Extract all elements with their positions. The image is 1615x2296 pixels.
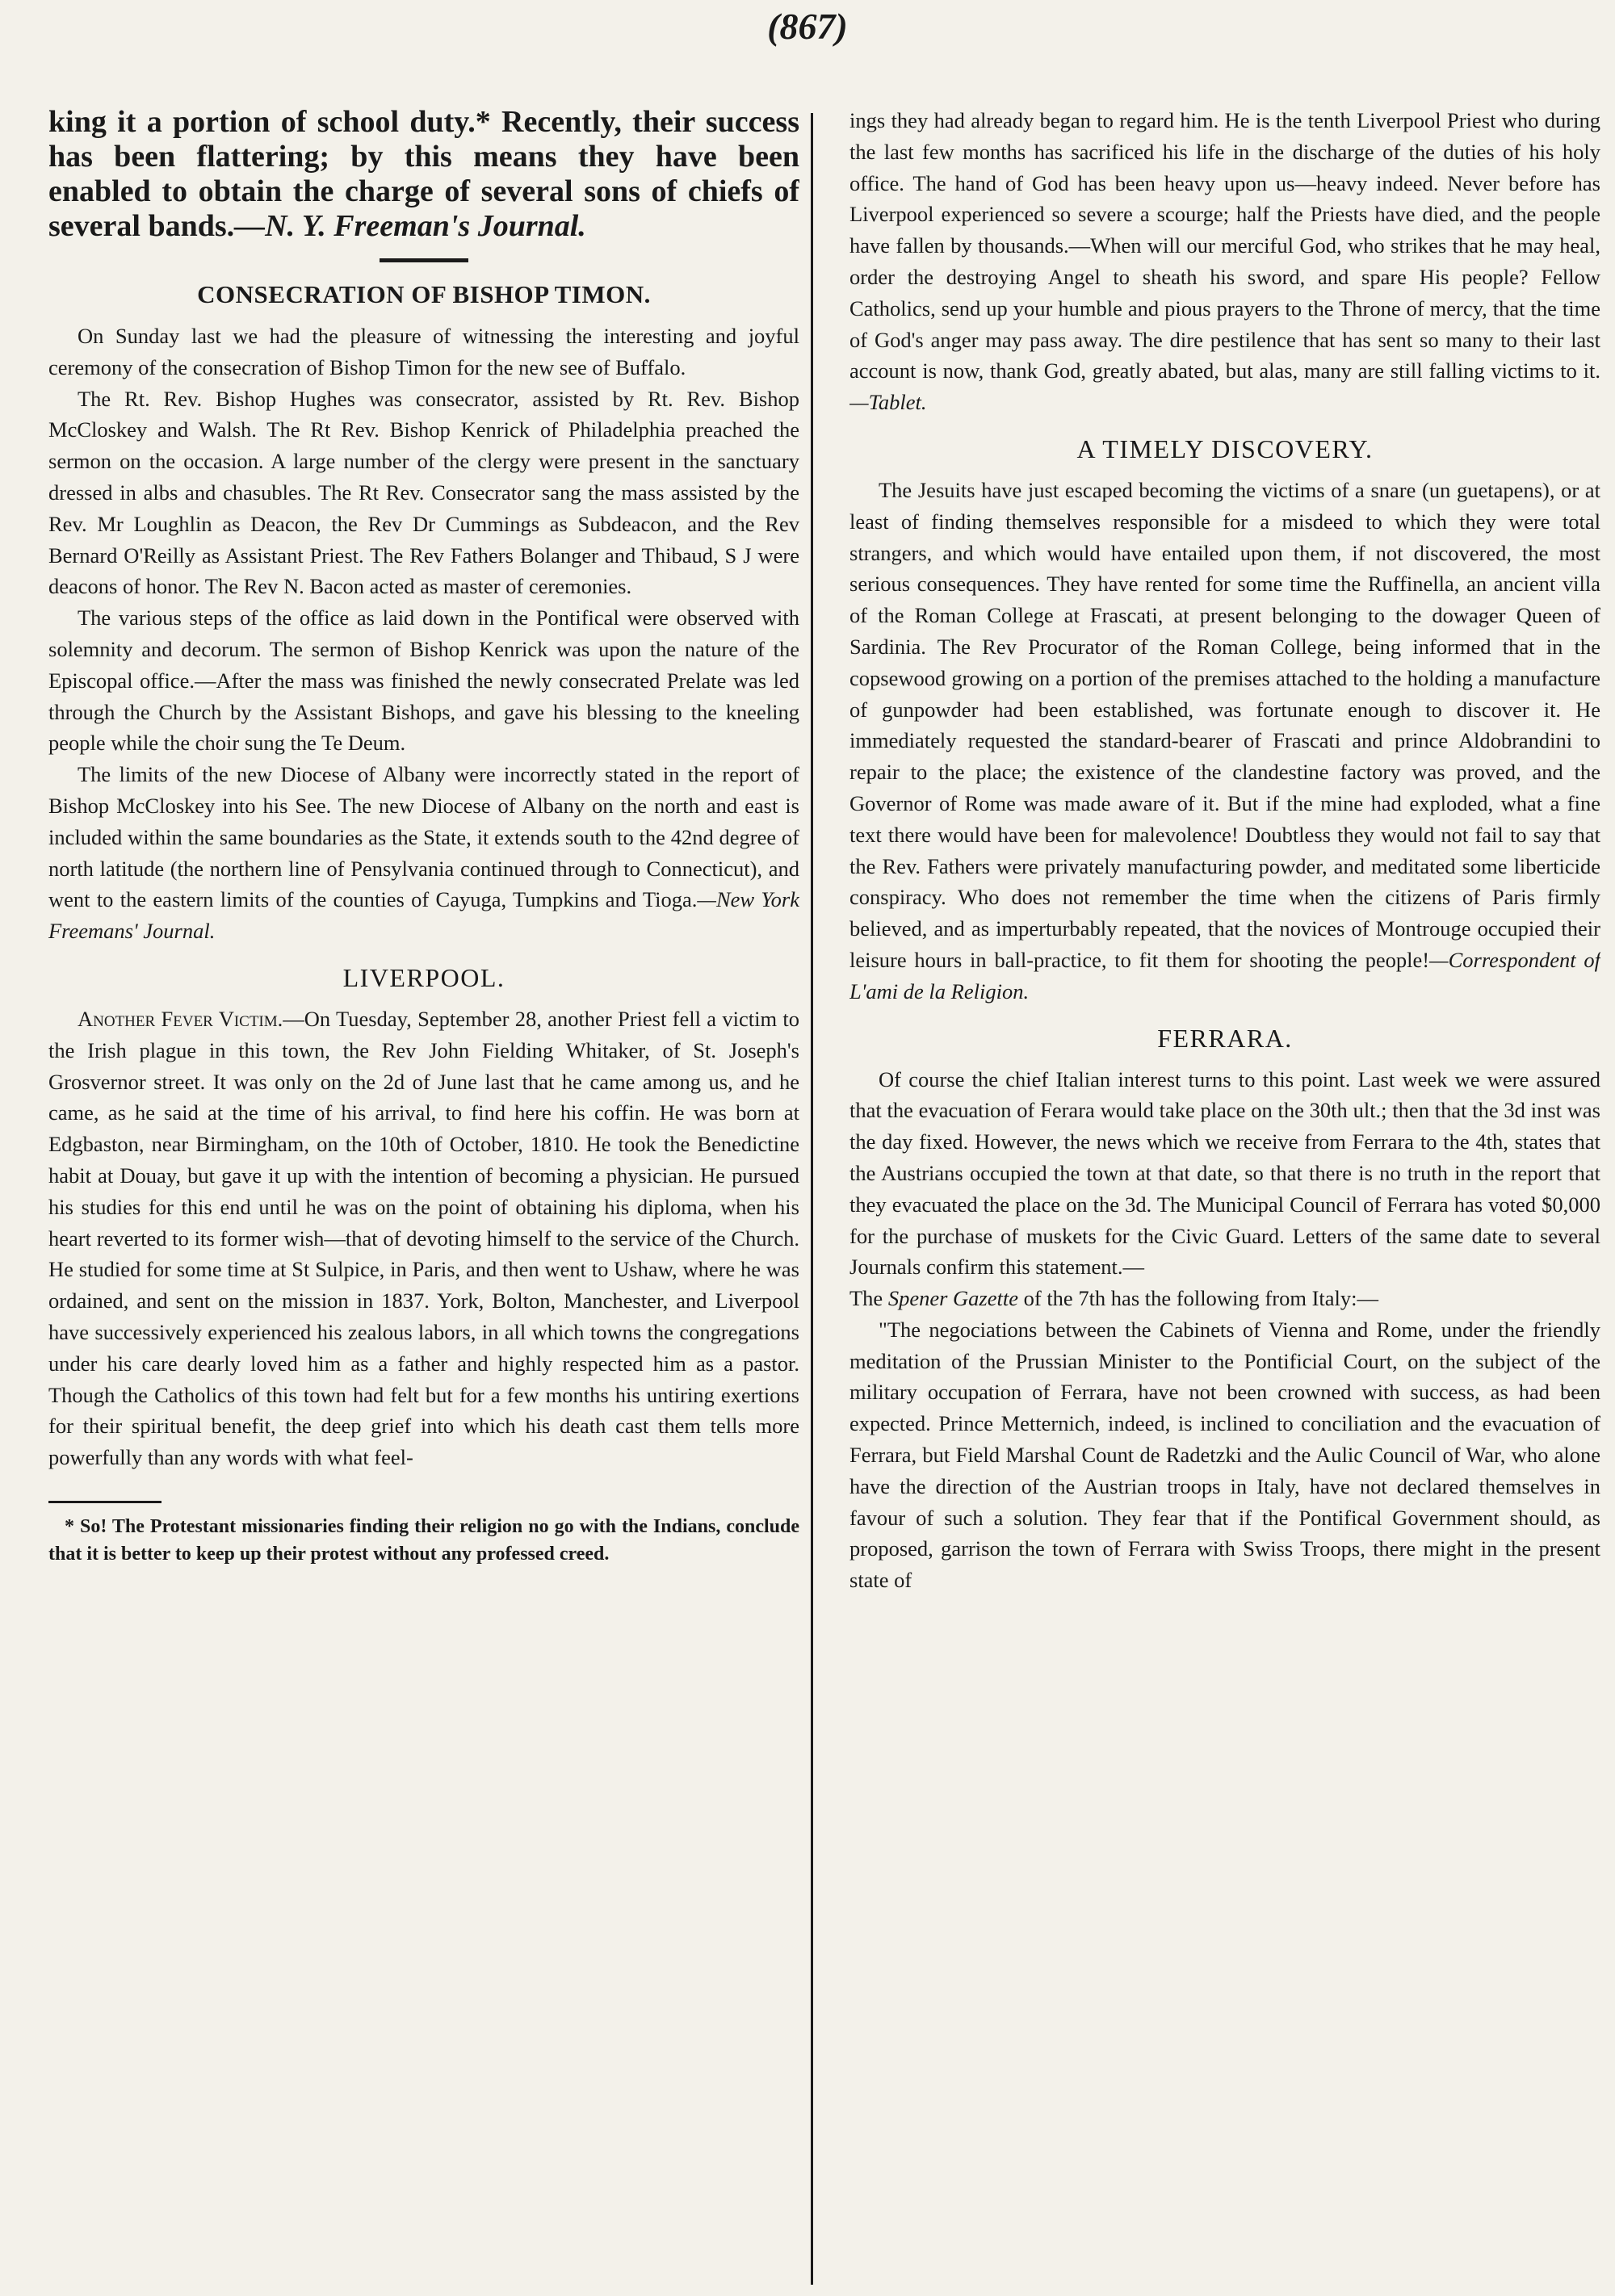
article-paragraph: [849, 1283, 1600, 1314]
lead-text: king it a portion of school duty.* Recently, their success has been flattering; by this means they have been enabled to obtain the charge of several sons of chiefs of several bands.: [48, 105, 799, 243]
article-source: —New York Freemans' Journal.: [48, 887, 799, 944]
lead-paragraph: [48, 105, 799, 244]
paragraph-text: The: [849, 1286, 888, 1311]
article-title: LIVERPOOL.: [342, 962, 505, 992]
continued-paragraph: [849, 105, 1600, 418]
article-paragraph: The various steps of the office as laid down in the Pontifical were observed with solemnity and decorum. The sermon of Bishop Kenrick was upon the nature of the Episcopal office.—After the mass was finished the newly consecrated Prelate was led through the Church by the Assistant Bishops, and gave his blessing to the kneeling people while the choir sung the Te Deum.: [48, 605, 799, 756]
article-paragraph: "The negociations between the Cabinets of Vienna and Rome, under the friendly meditation of the Prussian Minister to the Pontificial Court, on the subject of the military occupation of Ferrara, have not been crowned with success, as had been expected. Prince Metternich, indeed, is inclined to conciliation and the evacuation of Ferrara, but Field Marshal Count de Radetzki and the Aulic Council of War, who alone have the direction of the Austrian troops in Italy, have not declared themselves in favour of such a solution. They fear that if the Pontifical Government should, as proposed, garrison the town of Ferrara with Swiss Troops, there might in the present state of: [849, 1317, 1600, 1593]
left-column: [48, 105, 799, 2285]
article-liverpool: [48, 960, 799, 1473]
paragraph-text: ings they had already began to regard him. He is the tenth Liverpool Priest who during the last few months has sacrificed his life in the discharge of the duties of his holy office. The hand of God has been heavy upon us—heavy indeed. Never before has Liverpool experienced so severe a scourge; half the Priests have died, and the people have fallen by thousands.—When will our merciful God, who strikes that he may heal, order the destroying Angel to sheath his sword, and spare His people? Fellow Catholics, send up your humble and pious prayers to the Throne of mercy, that the time of God's anger may pass away. The dire pestilence that has sent so many to their last account is now, thank God, greatly abated, but alas, many are still falling victims to it.: [849, 108, 1600, 383]
paragraph-text: —On Tuesday, September 28, another Priest fell a victim to the Irish plague in this town, the Rev John Fielding Whitaker, of St. Joseph's Grosvernor street. It was only on the 2d of June last that he came among us, and he came, as he said at the time of his arrival, to find here his coffin. He was born at Edgbaston, near Birmingham, on the 10th of October, 1810. He took the Benedictine habit at Douay, but gave it up with the intention of becoming a physician. He pursued his studies for this end until he was on the point of obtaining his diploma, when his heart reverted to its former wish—that of devoting himself to the service of the Church. He studied for some time at St Sulpice, in Paris, and then went to Ushaw, where he was ordained, and sent on the mission in 1837. York, Bolton, Manchester, and Liverpool have successively experienced his zealous labors, in all which towns the congregations under his care dearly loved him as a father and highly respected him as a pastor. Though the Catholics of this town had felt but for a few months his untiring exertions for their spiritual benefit, the deep grief into which his death cast them tells more powerfully than any words with what feel-: [48, 1006, 799, 1470]
article-paragraph: On Sunday last we had the pleasure of witnessing the interesting and joyful ceremony of the consecration of Bishop Timon for the new see of Buffalo.: [48, 324, 799, 379]
article-paragraph: [48, 1003, 799, 1473]
article-source: —Correspondent of L'ami de la Religion.: [849, 947, 1600, 1003]
lead-source: —N. Y. Freeman's Journal.: [234, 209, 586, 243]
newspaper-name: Spener Gazette: [887, 1286, 1018, 1311]
spacer: [48, 947, 799, 960]
footnote-rule: [48, 1501, 162, 1503]
article-title: FERRARA.: [1157, 1023, 1293, 1053]
page-number: (867): [767, 6, 848, 47]
spacer: [849, 418, 1600, 431]
lead-in: Another Fever Victim.: [78, 1006, 283, 1031]
article-title: A TIMELY DISCOVERY.: [1076, 434, 1374, 463]
section-rule: [380, 258, 468, 262]
article-paragraph: [48, 759, 799, 947]
article-discovery: [849, 431, 1600, 1008]
article-ferrara: [849, 1020, 1600, 1597]
right-column: [849, 105, 1600, 2285]
article-paragraph: The Rt. Rev. Bishop Hughes was consecrator, assisted by Rt. Rev. Bishop McCloskey and Walsh. The Rt Rev. Bishop Kenrick of Philadelphia preached the sermon on the occasion. A large number of the clergy were present in the sanctuary dressed in albs and chasubles. The Rt Rev. Consecrator sang the mass assisted by the Rev. Mr Loughlin as Deacon, the Rev Dr Cummings as Subdeacon, and the Rev Bernard O'Reilly as Assistant Priest. The Rev Fathers Bolanger and Thibaud, S J were deacons of honor. The Rev N. Bacon acted as master of ceremonies.: [48, 386, 799, 599]
article-title: CONSECRATION OF BISHOP TIMON.: [197, 280, 651, 308]
paragraph-text: The limits of the new Diocese of Albany were incorrectly stated in the report of Bishop McCloskey into his See. The new Diocese of Albany on the north and east is included within the same boundaries as the State, it extends south to the 42nd degree of north latitude (the northern line of Pensylvania continued through to Connecticut), and went to the eastern limits of the counties of Cayuga, Tumpkins and Tioga.: [48, 762, 799, 912]
article-paragraph: [849, 475, 1600, 1008]
column-divider: [811, 113, 813, 2285]
footnote: * So! The Protestant missionaries finding their religion no go with the Indians, conclude that it is better to keep up their protest without any professed creed.: [48, 1515, 799, 1565]
article-source: —Tablet.: [849, 390, 927, 415]
article-consecration: [48, 277, 799, 947]
spacer: [849, 1008, 1600, 1020]
paragraph-text: of the 7th has the following from Italy:—: [1018, 1286, 1378, 1311]
article-paragraph: Of course the chief Italian interest turns to this point. Last week we were assured that the evacuation of Ferara would take place on the 30th ult.; then that the 3d inst was the day fixed. However, the news which we receive from Ferrara to the 4th, states that the Austrians occupied the town at that date, so that there is no truth in the report that they evacuated the place on the 3d. The Municipal Council of Ferrara has voted $0,000 for the purchase of muskets for the Civic Guard. Letters of the same date to several Journals confirm this statement.—: [849, 1066, 1600, 1280]
paragraph-text: The Jesuits have just escaped becoming the victims of a snare (un guetapens), or at least of finding themselves responsible for a misdeed to which they were total strangers, and which would have entailed upon them, if not discovered, the most serious consequences. They have rented for some time the Ruffinella, an ancient villa of the Roman College at Frascati, at present belonging to the dowager Queen of Sardinia. The Rev Procurator of the Roman College, being informed that in the copsewood growing on a portion of the premises attached to the holding a manufacture of gunpowder had been established, was fortunate enough to discover it. He immediately requested the standard-bearer of Frascati and prince Aldobrandini to repair to the place; the existence of the clandestine factory was proved, and the Governor of Rome was made aware of it. But if the mine had exploded, what a fine text there would have been for malevolence! Doubtless they would not fail to say that the Rev. Fathers were privately manufacturing powder, and meditated some liberticide conspiracy. Who does not remember the time when the citizens of Paris firmly believed, and as imperturbably repeated, that the novices of Montrouge occupied their leisure hours in ball-practice, to fit them for shooting the people!: [849, 477, 1600, 972]
